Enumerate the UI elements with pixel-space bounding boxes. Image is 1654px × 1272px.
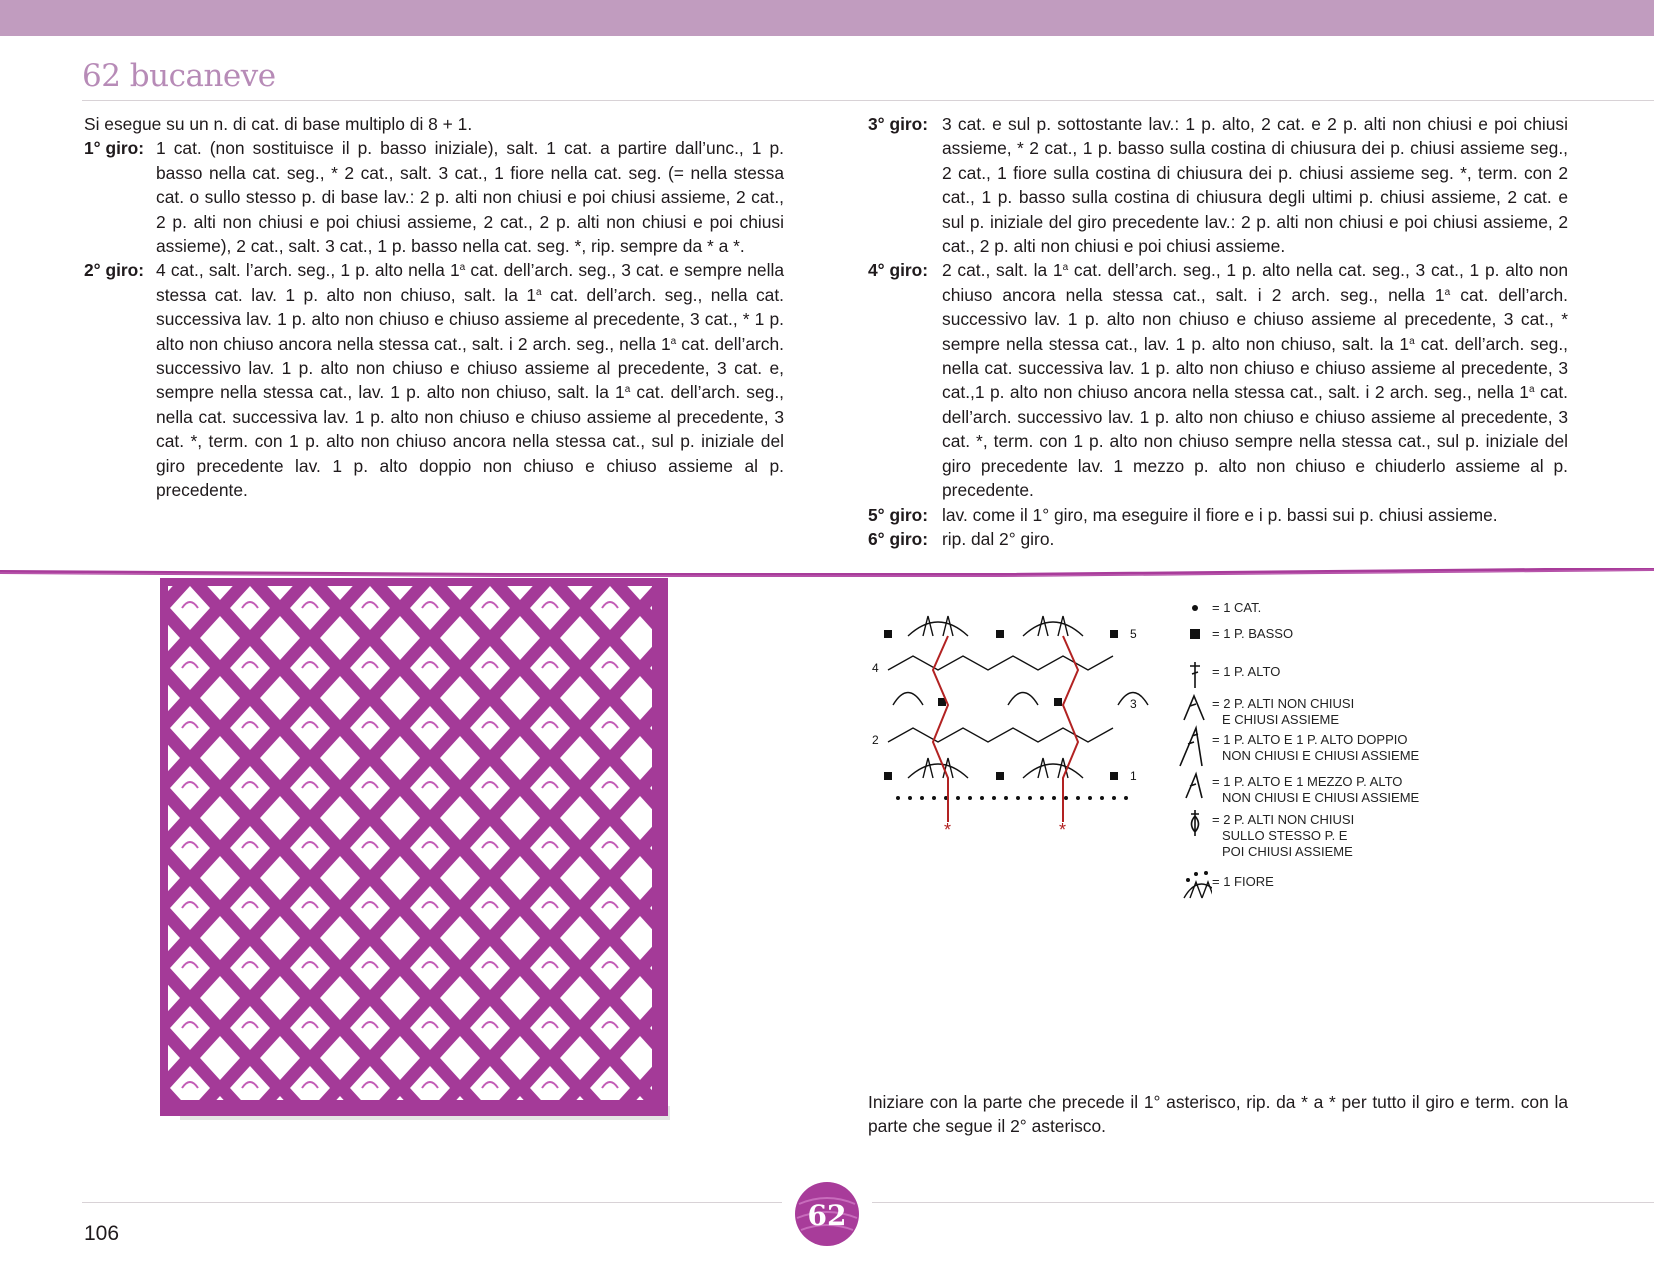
round-3-text: 3 cat. e sul p. sottostante lav.: 1 p. alto, 2 cat. e 2 p. alti non chiusi e poi chiusi assieme, * 2 cat., 1 p. basso sulla costina di chiusura dei p. chiusi assieme seg., 2 cat., 1 fiore sulla costina di chiusura dei p. chiusi assieme seg. *, term. con 2 cat., 1 p. basso sulla costina di chiusura degli ultimi p. chiusi assieme, 2 cat. e sul p. iniziale del giro precedente lav.: 2 p. alti non chiusi e poi chiusi assieme, 2 cat., 2 p. alti non chiusi e poi chiusi assieme. [942, 114, 1568, 257]
round-2 [84, 258, 784, 502]
top-color-band [0, 0, 1654, 36]
round-1-text: 1 cat. (non sostituisce il p. basso iniziale), salt. 1 cat. a partire dall’unc., 1 p. basso nella cat. seg., * 2 cat., salt. 3 cat., 1 fiore nella cat. seg. (= nella stessa cat. o sullo stesso p. di base lav.: 2 p. alti non chiusi e poi chiusi assieme, 2 cat., 2 p. alti non chiusi e poi chiusi assieme, 2 cat., 2 p. alti non chiusi e poi chiusi assieme), 2 cat., salt. 3 cat., 1 p. basso nella cat. seg. *, rip. sempre da * a *. [156, 138, 784, 257]
round-3 [868, 112, 1568, 258]
round-5 [868, 503, 1568, 527]
flower-icon [1110, 870, 1212, 900]
crochet-swatch-photo [160, 578, 680, 1123]
footer-rule-right [872, 1202, 1654, 1203]
row-label-4: 4 [872, 661, 879, 675]
legend-item-dc-hdc-tog: = 1 P. ALTO E 1 MEZZO P. ALTO NON CHIUSI E CHIUSI ASSIEME [1150, 770, 1630, 806]
intro-text: Si esegue su un n. di cat. di base multiplo di 8 + 1. [84, 114, 473, 134]
instructions-left-column [84, 112, 784, 503]
row-label-3: 3 [1130, 697, 1137, 711]
dc-trc-tog-icon [1150, 724, 1212, 768]
round-1-label: 1° giro: [84, 138, 145, 159]
round-6-text: rip. dal 2° giro. [942, 528, 1055, 549]
round-5-text: lav. come il 1° giro, ma eseguire il fiore e i p. bassi sui p. chiusi assieme. [942, 504, 1498, 525]
dc-hdc-tog-icon [1150, 770, 1212, 800]
round-4-text: 2 cat., salt. la 1$^a$ cat. dell’arch. seg., 1 p. alto nella cat. seg., 3 cat., 1 p. alto non chiuso ancora nella stessa cat., salt. i 2 arch. seg., nella 1$^a$ cat. dell’arch. successivo lav. 1 p. alto non chiuso e chiuso assieme al precedente, 3 cat., * sempre nella stessa cat., lav. 1 p. alto non chiuso, salt. la 1$^a$ cat. dell’arch. seg., nella cat. successiva lav. 1 p. alto non chiuso e chiuso assieme al precedente, 3 cat.,1 p. alto non chiuso ancora nella stessa cat., salt. i 2 arch. seg., nella 1$^a$ cat. dell’arch. successivo lav. 1 p. alto non chiuso e chiuso assieme al precedente, 3 cat. *, term. con 1 p. alto non chiuso sempre nella stessa cat., sul p. iniziale del giro precedente lav. 1 mezzo p. alto non chiuso e chiuderlo assieme al p. precedente. [942, 260, 1568, 501]
instructions-right-column [868, 112, 1568, 551]
legend-item-dc-trc-tog: = 1 P. ALTO E 1 P. ALTO DOPPIO NON CHIUSI E CHIUSI ASSIEME [1150, 724, 1630, 768]
round-6 [868, 527, 1568, 551]
round-2-label: 2° giro: [84, 260, 145, 281]
double-crochet-icon [1150, 660, 1212, 690]
row-label-1: 1 [1130, 769, 1137, 783]
round-6-label: 6° giro: [868, 528, 929, 549]
page-number: 106 [84, 1222, 120, 1245]
asterisk-1: * [944, 820, 952, 840]
round-2-text: 4 cat., salt. l’arch. seg., 1 p. alto nella 1$^a$ cat. dell’arch. seg., 3 cat. e sempre nella stessa cat. lav. 1 p. alto non chiuso, salt. la 1$^a$ cat. dell’arch. seg., nella cat. successiva lav. 1 p. alto non chiuso e chiuso assieme al precedente, 3 cat., * 1 p. alto non chiuso ancora nella stessa cat., salt. i 2 arch. seg., nella 1$^a$ cat. dell’arch. successivo lav. 1 p. alto non chiuso e chiuso assieme al precedente, 3 cat. e, sempre nella stessa cat., lav. 1 p. alto non chiuso, salt. la 1$^a$ cat. dell’arch. seg., nella cat. successiva lav. 1 p. alto non chiuso e chiuso assieme al precedente, 3 cat. *, term. con 1 p. alto non chiuso ancora nella stessa cat., sul p. iniziale del giro precedente lav. 1 p. alto doppio non chiuso e chiuso assieme al p. precedente. [156, 260, 785, 501]
round-5-label: 5° giro: [868, 504, 929, 525]
legend-item-dc2-same-st: = 2 P. ALTI NON CHIUSI SULLO STESSO P. E POI CHIUSI ASSIEME [1150, 808, 1630, 860]
dc2-same-st-icon [1150, 808, 1212, 838]
repeat-note: Iniziare con la parte che precede il 1° asterisco, rip. da * a * per tutto il giro e term. con la parte che segue il 2° asterisco. [868, 1092, 1568, 1137]
crochet-chart [868, 600, 1178, 840]
row-label-5: 5 [1130, 627, 1137, 641]
title-rule [82, 100, 1654, 101]
legend-item-chain: = 1 CAT. [1150, 596, 1630, 626]
legend-item-flower: = 1 FIORE [1150, 870, 1630, 900]
page-title: 62 bucaneve [82, 58, 276, 94]
round-4 [868, 258, 1568, 502]
dc2tog-icon [1150, 692, 1212, 722]
legend-item-single-crochet: = 1 P. BASSO [1150, 622, 1630, 652]
badge-number: 62 [807, 1199, 847, 1232]
round-1 [84, 136, 784, 258]
asterisk-2: * [1059, 820, 1067, 840]
pattern-number-badge [793, 1180, 861, 1248]
legend-item-dc2tog: = 2 P. ALTI NON CHIUSI E CHIUSI ASSIEME [1150, 692, 1630, 728]
legend-item-double-crochet: = 1 P. ALTO [1150, 660, 1630, 690]
single-crochet-icon [1150, 622, 1212, 652]
footer-rule-left [82, 1202, 782, 1203]
round-4-label: 4° giro: [868, 260, 929, 281]
round-3-label: 3° giro: [868, 114, 929, 134]
row-label-2: 2 [872, 733, 879, 747]
